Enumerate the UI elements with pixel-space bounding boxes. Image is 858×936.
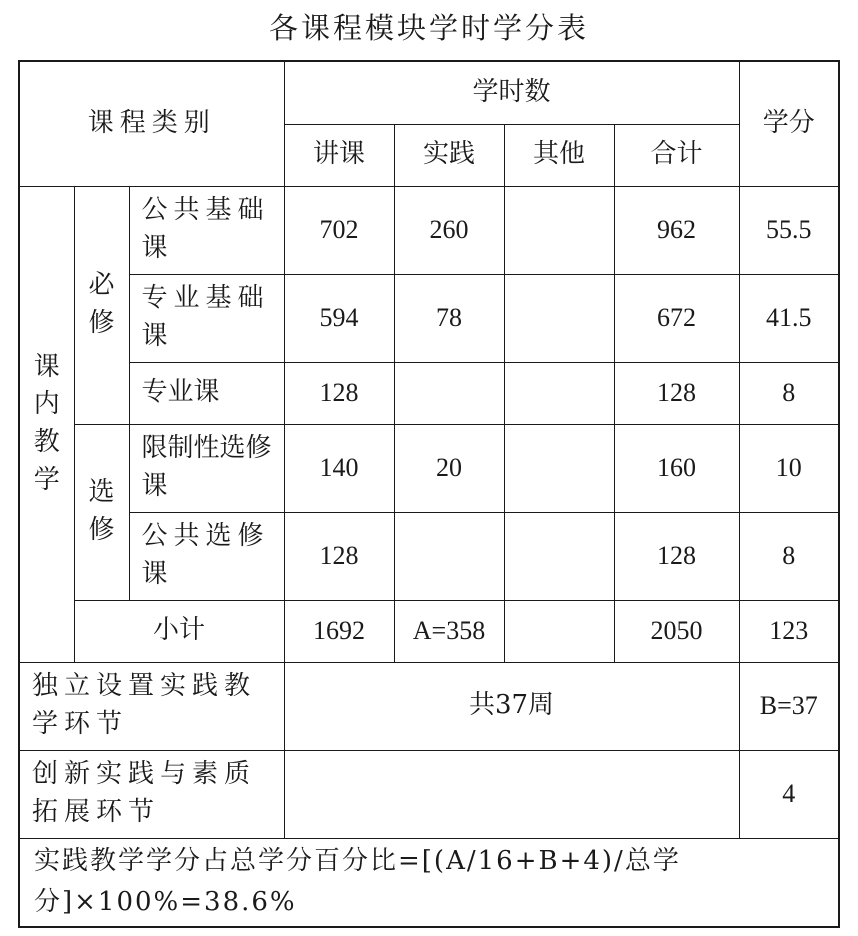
cell-practice: 260 [394, 186, 504, 274]
cell-total: 672 [614, 274, 739, 362]
innovation-credit: 4 [739, 750, 839, 838]
cell-lecture: 128 [284, 512, 394, 600]
row-name: 公共基础课 [129, 186, 284, 274]
practice-row [19, 662, 839, 750]
cell-credit: 55.5 [739, 186, 839, 274]
subtotal-label: 小计 [74, 600, 284, 662]
header-category: 课程类别 [19, 61, 284, 186]
table-row [19, 362, 839, 424]
subtotal-lecture: 1692 [284, 600, 394, 662]
cell-other [504, 424, 614, 512]
cell-practice: 20 [394, 424, 504, 512]
cell-lecture: 128 [284, 362, 394, 424]
cell-other [504, 512, 614, 600]
group-elective: 选 修 [74, 424, 129, 600]
header-credit: 学分 [739, 61, 839, 186]
innovation-label: 创新实践与素质拓展环节 [19, 750, 284, 838]
cell-total: 128 [614, 362, 739, 424]
table-title: 各课程模块学时学分表 [268, 11, 589, 45]
header-hours: 学时数 [284, 61, 739, 124]
group-required: 必 修 [74, 186, 129, 424]
header-other: 其他 [504, 124, 614, 186]
practice-label: 独立设置实践教学环节 [19, 662, 284, 750]
innovation-row [19, 750, 839, 838]
cell-lecture: 140 [284, 424, 394, 512]
credit-hours-table [18, 60, 840, 928]
cell-credit: 8 [739, 362, 839, 424]
header-lecture: 讲课 [284, 124, 394, 186]
header-row [19, 61, 839, 124]
table-row [19, 274, 839, 362]
cell-total: 962 [614, 186, 739, 274]
cell-practice: 78 [394, 274, 504, 362]
cell-total: 128 [614, 512, 739, 600]
cell-practice [394, 512, 504, 600]
table-row [19, 512, 839, 600]
cell-credit: 41.5 [739, 274, 839, 362]
subtotal-credit: 123 [739, 600, 839, 662]
subtotal-total: 2050 [614, 600, 739, 662]
cell-other [504, 186, 614, 274]
practice-hours: 共37周 [284, 662, 739, 750]
table-row [19, 424, 839, 512]
row-name: 公共选修课 [129, 512, 284, 600]
subtotal-practice: A=358 [394, 600, 504, 662]
header-practice: 实践 [394, 124, 504, 186]
row-name: 专业课 [129, 362, 284, 424]
subtotal-row [19, 600, 839, 662]
cell-practice [394, 362, 504, 424]
cell-credit: 8 [739, 512, 839, 600]
row-name: 专业基础课 [129, 274, 284, 362]
cell-lecture: 702 [284, 186, 394, 274]
practice-credit: B=37 [739, 662, 839, 750]
header-total: 合计 [614, 124, 739, 186]
note-row [19, 838, 839, 927]
innovation-hours [284, 750, 739, 838]
table-row [19, 186, 839, 274]
cell-other [504, 362, 614, 424]
cell-lecture: 594 [284, 274, 394, 362]
cell-total: 160 [614, 424, 739, 512]
percentage-note: 实践教学学分占总学分百分比=[(A/16+B+4)/总学分]×100%=38.6% [19, 838, 839, 927]
group-in-class: 课 内 教 学 [19, 186, 74, 662]
cell-other [504, 274, 614, 362]
cell-credit: 10 [739, 424, 839, 512]
subtotal-other [504, 600, 614, 662]
row-name: 限制性选修课 [129, 424, 284, 512]
